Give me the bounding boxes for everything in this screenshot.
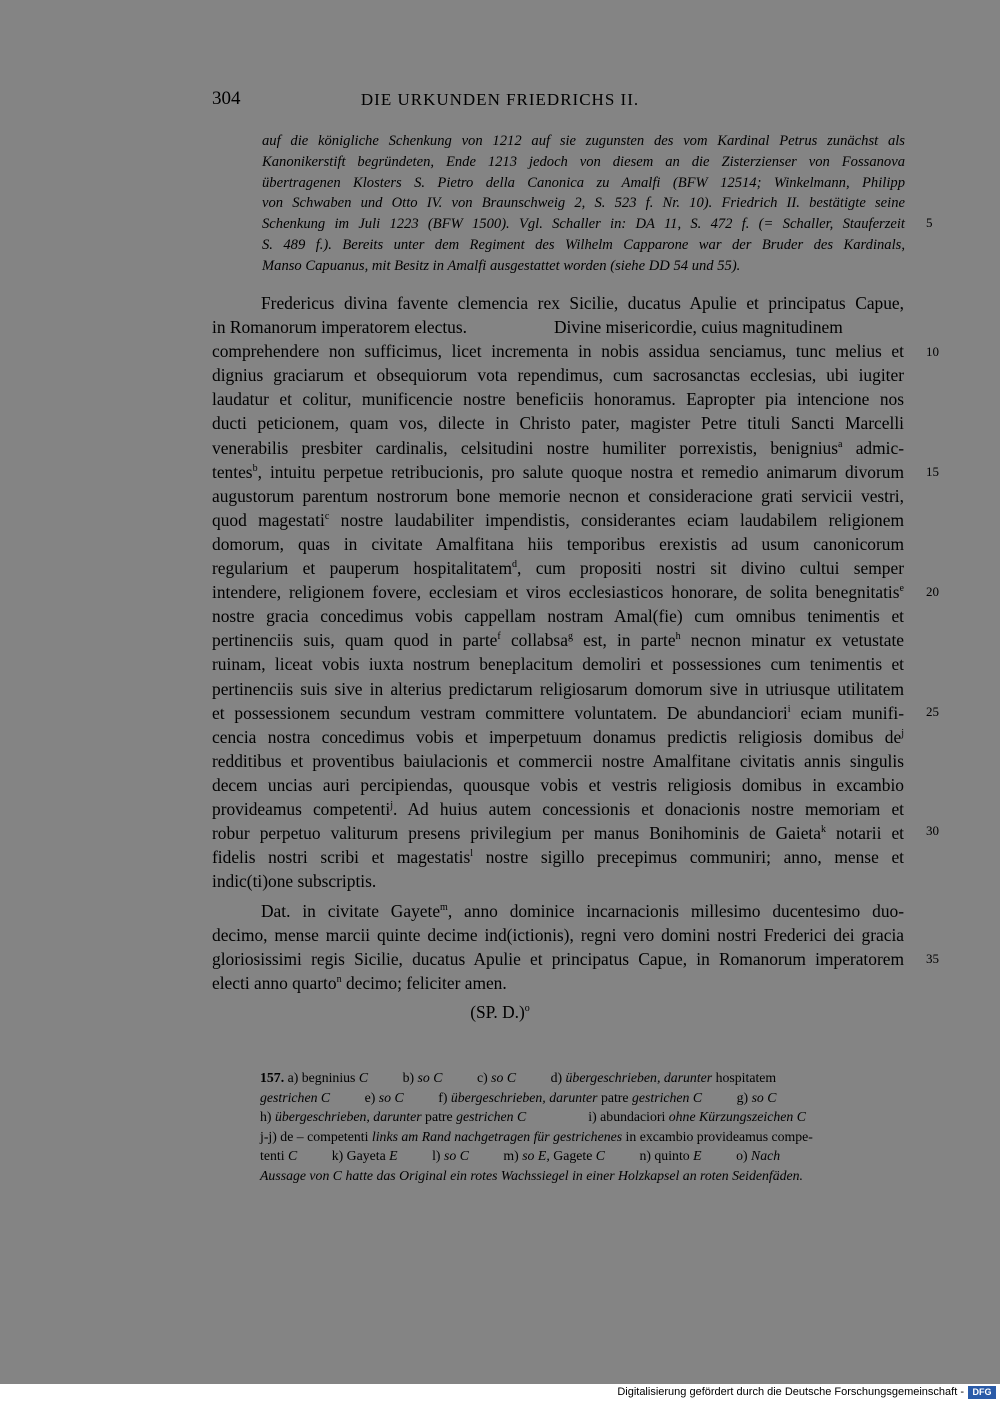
charter-text xyxy=(212,291,904,893)
charter-line: pertinenciis suis sive in alterius predictarum religiosarum domorum sive in utriusque utilitatem xyxy=(212,678,904,699)
funding-credit: Digitalisierung gefördert durch die Deutsche Forschungsgemeinschaft - xyxy=(617,1386,964,1398)
intro-line: von Schwaben und Otto IV. von Braunschweig 2, S. 523 f. Nr. 10). Friedrich II. bestätigte seine xyxy=(262,195,905,212)
charter-line: decem uncias auri percipiendas, quousque vobis et vestris religiosis domibus in excambio xyxy=(212,774,904,795)
text-segment: regularium et pauperum hospitalitatem xyxy=(212,558,513,579)
date-line xyxy=(212,971,904,995)
footnote-marker: b xyxy=(252,462,258,474)
note-italic: übergeschrieben, darunter xyxy=(450,1089,598,1105)
footnote-marker: c xyxy=(324,511,330,523)
charter-line: domorum, quas in civitate Amalfitana hiis temporibus erexistis ad usum canonicorum xyxy=(212,533,904,554)
note-italic: übergeschrieben, darunter xyxy=(274,1109,422,1125)
note-italic: so C xyxy=(751,1089,777,1105)
charter-line: augustorum parentum nostrorum bone memorie necnon et consideracione grati servicii vestri, xyxy=(212,485,904,506)
note-h: h) xyxy=(260,1109,275,1125)
note-b: b) xyxy=(402,1070,418,1085)
note-source: C xyxy=(358,1070,369,1085)
text-segment: decimo; feliciter amen. xyxy=(341,973,507,994)
charter-line: indic(ti)one subscriptis. xyxy=(212,871,377,892)
text-segment: eciam munifi- xyxy=(790,702,905,723)
note-italic: Aussage von C hatte das Original ein rotes Wachssiegel in einer Holzkapsel an roten Seidenfäden. xyxy=(260,1167,803,1183)
line-number: 15 xyxy=(926,464,939,479)
text-segment: , anno dominice incarnacionis millesimo ducentesimo duo- xyxy=(447,901,905,921)
date-line: decimo, mense marcii quinte decime ind(ictionis), regni vero domini nostri Frederici dei gracia xyxy=(212,925,904,946)
note-source: C xyxy=(287,1148,298,1164)
note-m: m) xyxy=(503,1148,523,1164)
text-segment: et possessionem secundum vestram committere voluntatem. De abundanciori xyxy=(212,702,788,723)
text-segment: pertinenciis suis, quam quod in parte xyxy=(212,630,498,651)
date-line: gloriosissimi regis Sicilie, ducatus Apulie et principatus Capue, in Romanorum imperatorem xyxy=(212,949,904,970)
intro-line: Schenkung im Juli 1223 (BFW 1500). Vgl. Schaller in: DA 11, S. 472 f. (= Schaller, Stauferzeit xyxy=(262,216,905,233)
note-j: j-j) de – competenti xyxy=(260,1128,372,1144)
note-italic: Nach xyxy=(751,1148,781,1164)
text-segment: tentes xyxy=(212,461,253,482)
date-line xyxy=(212,899,904,923)
seal-text: (SP. D.) xyxy=(470,1002,525,1022)
intro-line: S. 489 f.). Bereits unter dem Regiment des Wilhelm Capparone war der Bruder des Kardinals, xyxy=(262,236,905,253)
footnote-marker: h xyxy=(675,631,681,643)
footnote-marker: j xyxy=(901,727,904,739)
charter-line: comprehendere non sufficimus, licet incrementa in nobis assidua senciamus, tunc melius et xyxy=(212,341,904,362)
document-number: 157. xyxy=(260,1070,285,1085)
note-c: c) xyxy=(476,1070,492,1085)
dfg-logo: DFG xyxy=(968,1386,996,1399)
charter-line: Fredericus divina favente clemencia rex Sicilie, ducatus Apulie et principatus Capue, xyxy=(261,293,904,313)
charter-line xyxy=(212,628,904,652)
note-italic: so C xyxy=(491,1070,517,1085)
line-number: 30 xyxy=(926,823,939,838)
note-italic: so C xyxy=(378,1089,404,1105)
charter-line: laudatur et colitur, munificencie nostre beneficiis honoramus. Eapropter pia intencione nos xyxy=(212,389,904,410)
note-k: k) Gayeta xyxy=(331,1148,390,1164)
intro-line: übertragenen Klosters S. Pietro della Canonica zu Amalfi (BFW 12514; Winkelmann, Philipp xyxy=(262,174,905,191)
text-segment: robur perpetuo valiturum presens privilegium per manus Bonihominis de Gaieta xyxy=(212,823,821,844)
footnote-marker: i xyxy=(787,703,791,715)
text-segment: nostre sigillo precepimus communiri; anno, mense et xyxy=(473,847,904,868)
text-segment: , intuitu perpetue retribucionis, pro salute quoque nostra et remedio animarum divorum xyxy=(257,461,904,482)
note-text: hospitatem xyxy=(712,1070,777,1085)
note-f: f) xyxy=(438,1089,451,1105)
footnote-marker: j xyxy=(390,800,393,812)
note-source: C xyxy=(595,1148,605,1164)
text-segment: intendere, religionem fovere, ecclesiam et viros ecclesiasticos honorare, de solita benegnitatis xyxy=(212,582,900,603)
note-italic: so C xyxy=(417,1070,443,1085)
note-text: in excambio provideamus compe- xyxy=(622,1128,813,1144)
text-segment: Dat. in civitate Gayete xyxy=(261,901,441,921)
running-title: DIE URKUNDEN FRIEDRICHS II. xyxy=(360,90,640,109)
footnote-marker: k xyxy=(820,824,826,836)
note-italic: ohne Kürzungszeichen C xyxy=(668,1109,806,1125)
text-segment: notarii et xyxy=(825,823,904,844)
note-italic: so C xyxy=(443,1148,469,1164)
charter-line: dignius graciarum et obsequiorum vota rependimus, cum sacrosanctas ecclesias, ubi iugiter xyxy=(212,365,904,386)
footnote-marker: n xyxy=(336,974,342,986)
note-source: E xyxy=(389,1148,398,1164)
note-i: i) abundaciori xyxy=(588,1109,669,1125)
charter-line xyxy=(212,460,904,484)
footnote-marker: a xyxy=(838,438,843,450)
text-segment: est, in parte xyxy=(572,630,676,651)
text-segment: venerabilis presbiter cardinalis, celsitudini nostre humiliter porrexistis, benignius xyxy=(212,437,838,458)
intro-line: Kanonikerstift begründeten, Ende 1213 jedoch von diesem an die Zisterzienser von Fossanova xyxy=(262,153,905,170)
footnote-marker: o xyxy=(524,1003,530,1015)
critical-apparatus xyxy=(260,1068,905,1186)
text-segment: collabsa xyxy=(500,630,568,651)
note-text: Gagete xyxy=(549,1148,596,1164)
charter-line xyxy=(212,797,904,821)
note-line xyxy=(260,1107,905,1127)
note-line xyxy=(260,1166,905,1186)
note-italic: so E, xyxy=(522,1148,550,1164)
dating-clause xyxy=(212,899,904,995)
charter-line xyxy=(212,580,904,604)
text-segment: quod magestati xyxy=(212,509,325,530)
footnote-marker: f xyxy=(497,631,501,643)
charter-line: redditibus et proventibus baiulacionis et commercii nostre Amalfitane civitatis annis singulis xyxy=(212,750,904,771)
charter-line: ducti peticionem, quam vos, dilecte in Christo pater, magister Petre tituli Sancti Marcelli xyxy=(212,413,904,434)
intro-line: auf die königliche Schenkung von 1212 auf sie zugunsten des vom Kardinal Petrus zunächst als xyxy=(262,133,905,149)
line-number: 35 xyxy=(926,951,939,966)
charter-line xyxy=(212,725,904,749)
note-italic: links am Rand nachgetragen für gestrichenes xyxy=(371,1128,623,1144)
charter-line: ruinam, liceat vobis iuxta nostrum beneplacitum demoliri et possessiones cum tenimentis et xyxy=(212,654,904,675)
page-number: 304 xyxy=(212,88,241,109)
note-line xyxy=(260,1088,905,1108)
note-a: a) begninius xyxy=(287,1070,359,1085)
footnote-marker: e xyxy=(899,583,904,595)
line-number: 20 xyxy=(926,584,939,599)
charter-line xyxy=(212,821,904,845)
charter-line xyxy=(212,845,904,869)
footnote-marker: m xyxy=(440,902,448,914)
text-segment: nostre laudabiliter impendistis, considerantes eciam laudabilem religionem xyxy=(329,509,904,530)
note-line xyxy=(260,1127,905,1147)
line-number: 10 xyxy=(926,344,939,359)
note-italic: gestrichen C xyxy=(631,1089,703,1105)
text-segment: provideamus competenti xyxy=(212,798,391,819)
text-segment: admic- xyxy=(842,437,904,458)
text-segment: . Ad huius autem concessionis et donacionis nostre memoriam et xyxy=(393,798,904,819)
note-line xyxy=(260,1068,905,1088)
note-text: patre xyxy=(597,1089,632,1105)
introductory-commentary xyxy=(262,131,905,277)
line-number: 5 xyxy=(926,215,933,230)
note-text: tenti xyxy=(260,1148,288,1164)
intro-line: Manso Capuanus, mit Besitz in Amalfi ausgestattet worden (siehe DD 54 und 55). xyxy=(262,257,741,274)
footnote-marker: d xyxy=(512,559,518,571)
note-g: g) xyxy=(736,1089,752,1105)
charter-line: in Romanorum imperatorem electus. Divine misericordie, cuius magnitudinem xyxy=(212,317,843,338)
footnote-marker: l xyxy=(470,848,474,860)
charter-line xyxy=(212,701,904,725)
note-italic: gestrichen C xyxy=(456,1109,527,1125)
note-text: patre xyxy=(421,1109,457,1125)
note-l: l) xyxy=(432,1148,444,1164)
text-segment: cencia nostra concedimus vobis et imperpetuum donamus predictis religiosis domibus de xyxy=(212,726,902,747)
charter-line xyxy=(212,508,904,532)
note-line xyxy=(260,1146,905,1166)
note-d: d) xyxy=(550,1070,566,1085)
text-segment: electi anno quarto xyxy=(212,973,337,994)
charter-line xyxy=(212,556,904,580)
note-n: n) quinto xyxy=(639,1148,694,1164)
text-segment: necnon minatur ex vetustate xyxy=(680,630,904,651)
charter-line: nostre gracia concedimus vobis cappellam nostram Amal(fie) cum omnibus tenimentis et xyxy=(212,606,904,627)
line-number: 25 xyxy=(926,704,939,719)
seal-note xyxy=(0,1002,1000,1023)
text-segment: , cum propositi nostri sit divino cultui semper xyxy=(517,558,904,579)
note-source: E xyxy=(693,1148,702,1164)
text-segment: fidelis nostri scribi et magestatis xyxy=(212,847,471,868)
note-o: o) xyxy=(736,1148,752,1164)
footnote-marker: g xyxy=(567,631,573,643)
note-e: e) xyxy=(364,1089,379,1105)
charter-line xyxy=(212,436,904,460)
note-italic: übergeschrieben, darunter xyxy=(565,1070,713,1085)
note-italic: gestrichen C xyxy=(260,1089,331,1105)
